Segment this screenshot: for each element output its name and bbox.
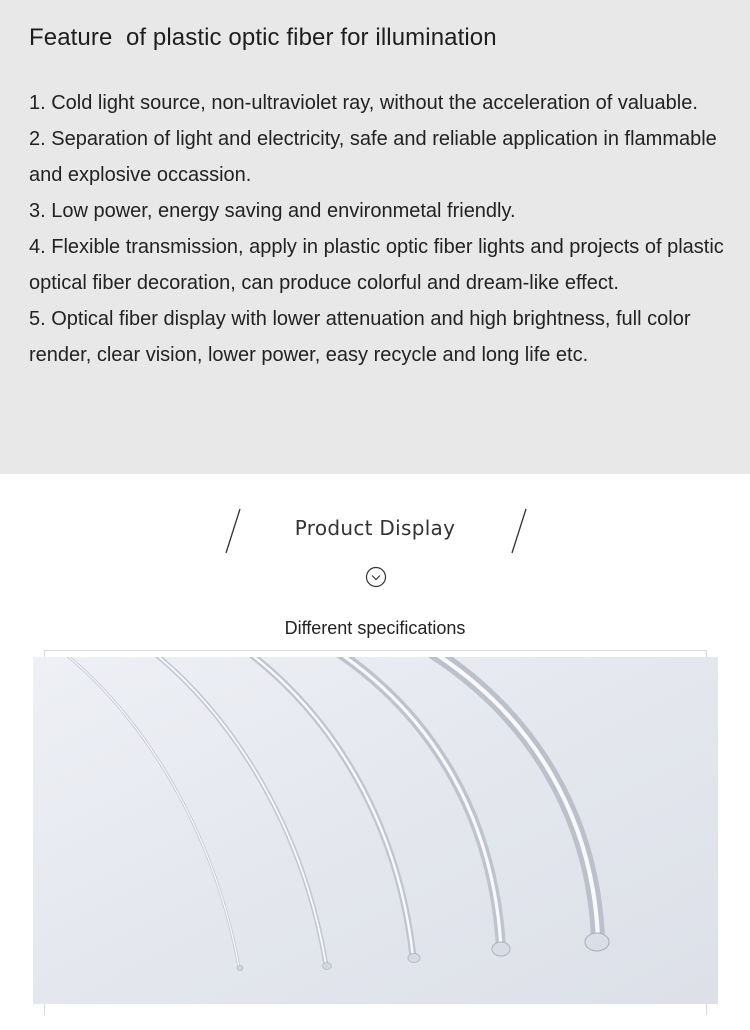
feature-panel — [0, 0, 750, 474]
feature-title: Feature of plastic optic fiber for illumination — [29, 24, 497, 51]
feature-item: 1. Cold light source, non-ultraviolet ray, without the acceleration of valuable. — [29, 92, 698, 114]
feature-item: 3. Low power, energy saving and environmetal friendly. — [29, 200, 516, 222]
feature-item: 2. Separation of light and electricity, safe and reliable application in flammable and explosive occassion. — [29, 128, 717, 186]
feature-item: 5. Optical fiber display with lower attenuation and high brightness, full color render, clear vision, lower power, easy recycle and long life etc. — [29, 308, 691, 366]
feature-item: 4. Flexible transmission, apply in plastic optic fiber lights and projects of plastic optical fiber decoration, can produce colorful and dream-like effect. — [29, 236, 724, 294]
right-slash-decoration — [508, 507, 548, 555]
chevron-down-circle-icon[interactable] — [365, 566, 387, 588]
feature-list — [29, 85, 729, 373]
specifications-caption: Different specifications — [284, 618, 466, 638]
fiber-cables-photo — [33, 657, 718, 1004]
product-display-title: Product Display — [294, 516, 456, 540]
